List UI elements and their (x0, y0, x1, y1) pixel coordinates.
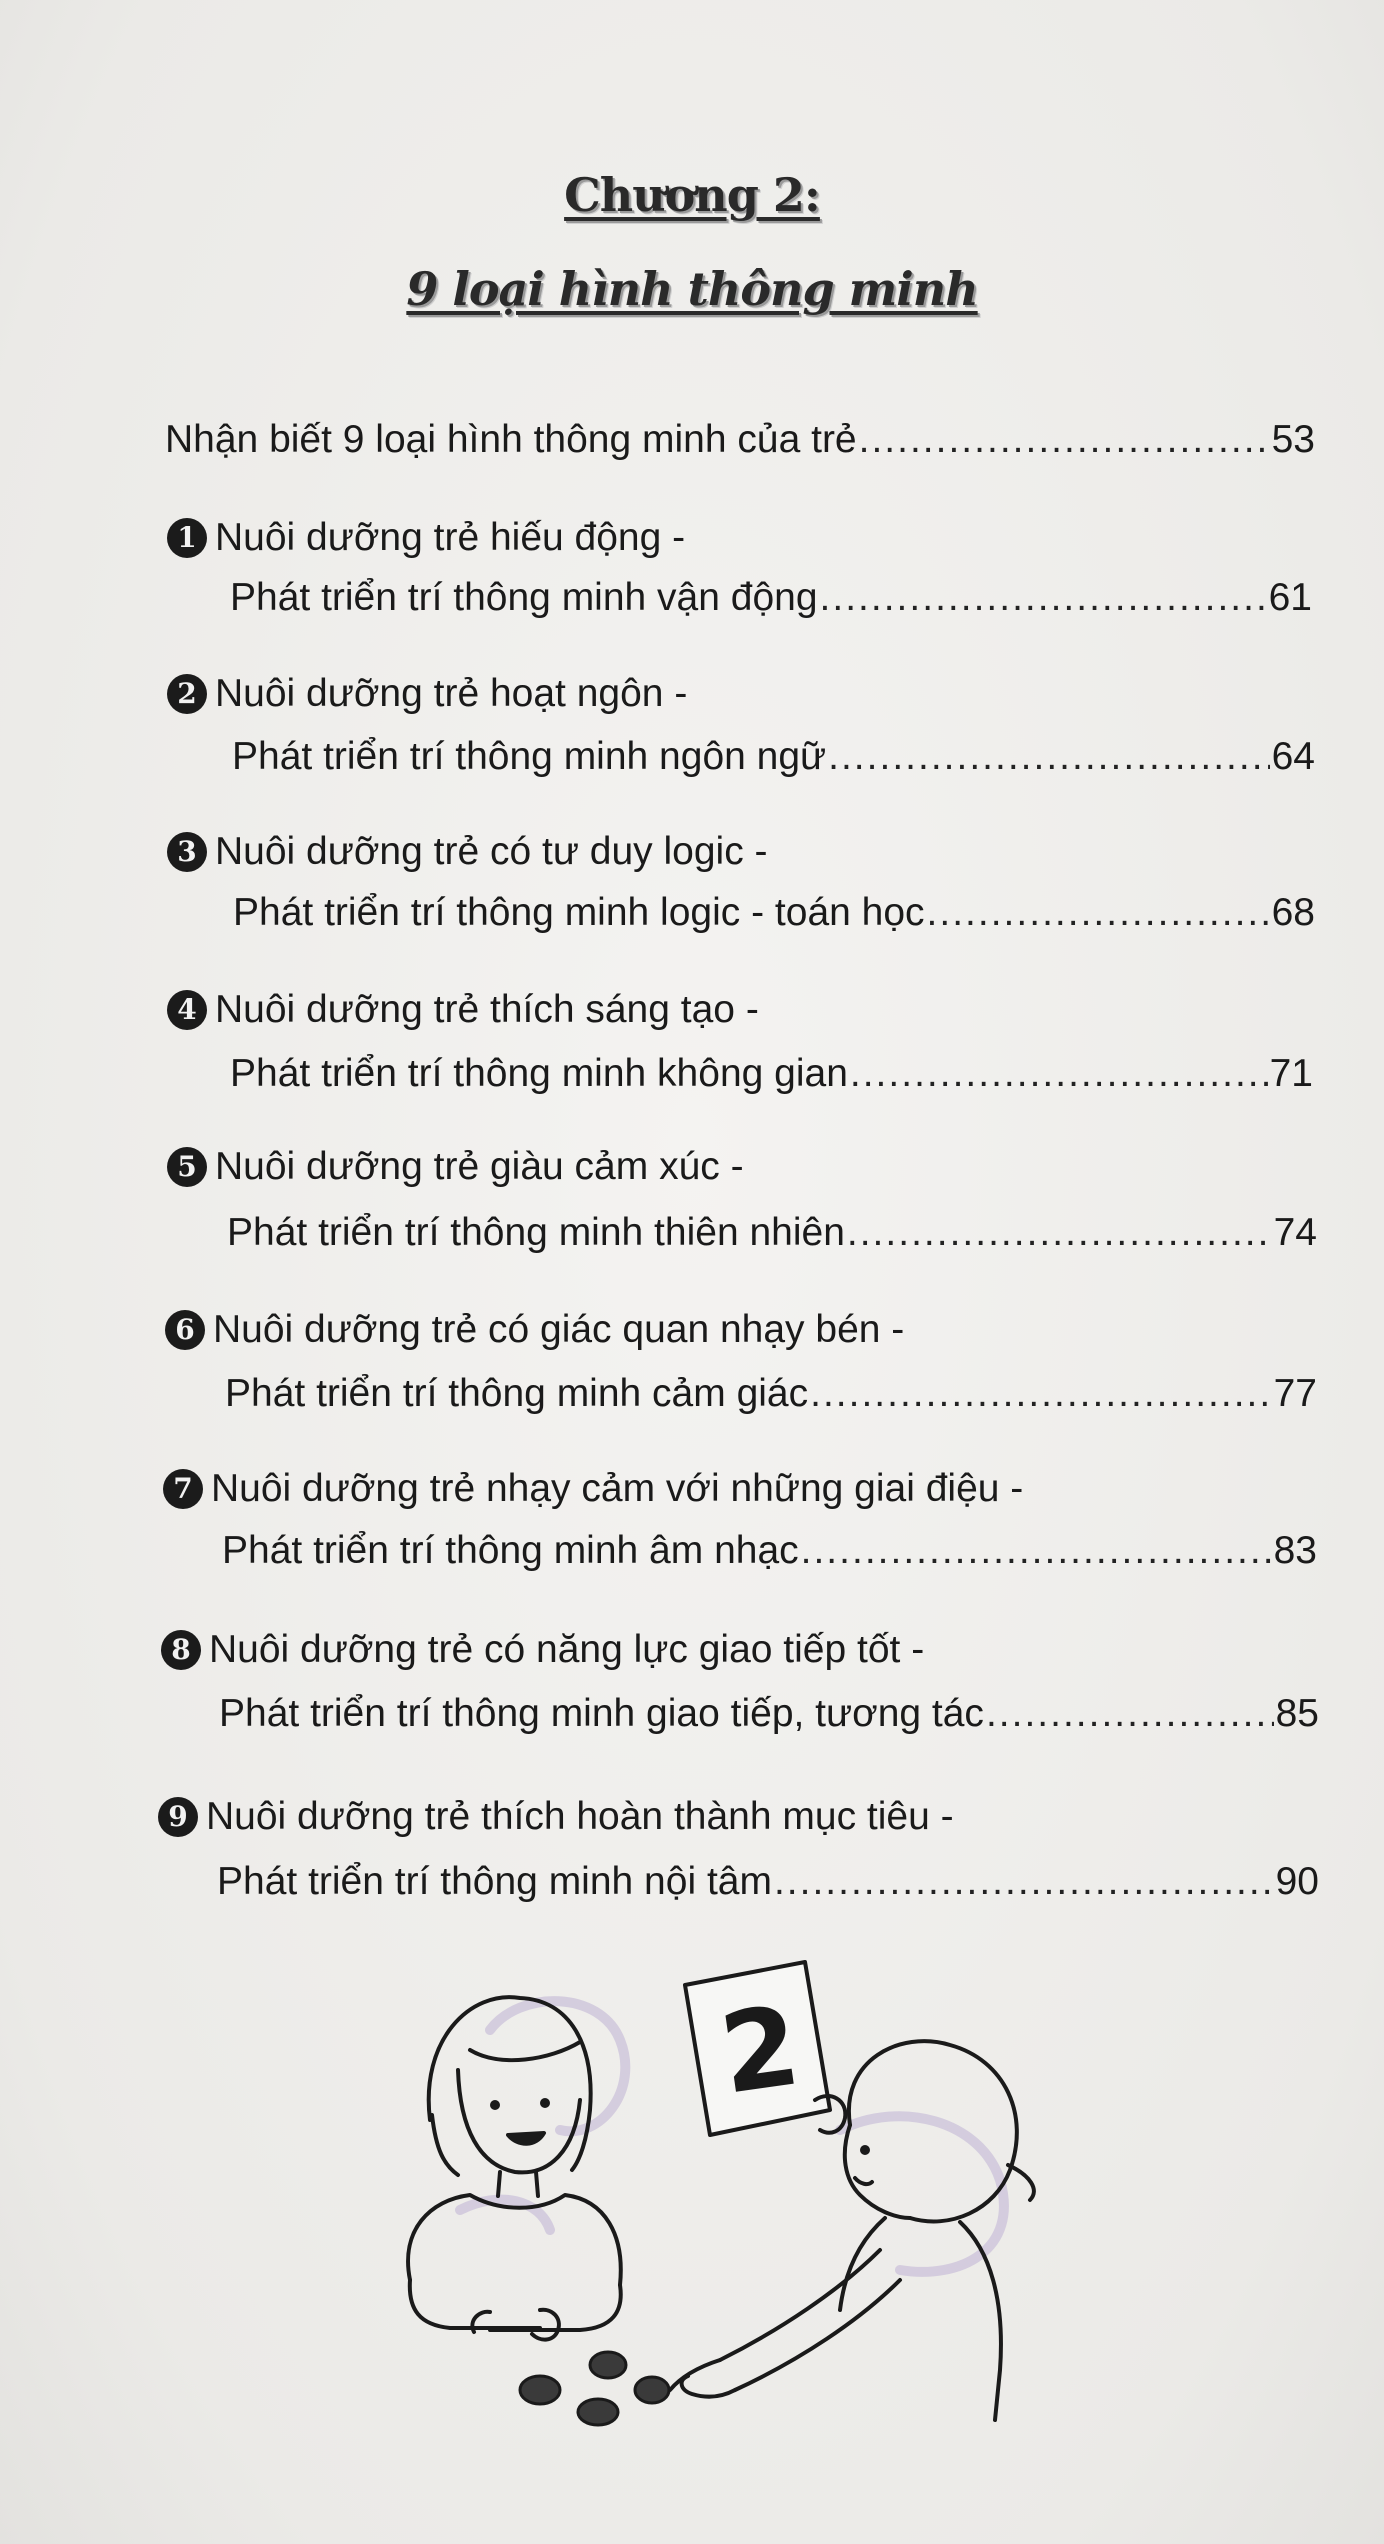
toc-intro-page: 53 (1271, 418, 1315, 461)
toc-item-page: 71 (1269, 1052, 1313, 1095)
dot-leader (820, 574, 1267, 622)
number-badge-icon: 6 (165, 1310, 205, 1350)
toc-item-8-line (219, 1690, 1319, 1738)
toc-item-subtitle: Phát triển trí thông minh vận động (230, 576, 818, 619)
toc-item-2-heading (167, 670, 687, 718)
toc-item-5-heading (167, 1143, 744, 1191)
toc-item-1-heading (167, 514, 685, 562)
illustration-woman-child-card (340, 1950, 1140, 2470)
toc-item-9-heading (158, 1793, 954, 1841)
dot-leader (810, 1370, 1271, 1418)
toc-item-title: Nuôi dưỡng trẻ thích sáng tạo - (215, 988, 759, 1031)
toc-item-title: Nuôi dưỡng trẻ thích hoàn thành mục tiêu - (206, 1795, 954, 1838)
toc-item-7-heading (163, 1465, 1023, 1513)
number-badge-icon: 7 (163, 1469, 203, 1509)
dot-leader (828, 733, 1269, 781)
dot-leader (801, 1527, 1272, 1575)
toc-item-9-line (217, 1858, 1319, 1906)
toc-item-subtitle: Phát triển trí thông minh thiên nhiên (227, 1211, 845, 1254)
dot-leader (927, 889, 1270, 937)
toc-item-7-line (222, 1527, 1317, 1575)
toc-item-5-line (227, 1209, 1317, 1257)
number-badge-icon: 2 (167, 674, 207, 714)
dot-leader (850, 1050, 1268, 1098)
dot-leader (859, 416, 1270, 464)
toc-item-page: 61 (1268, 576, 1312, 619)
number-card (685, 1962, 830, 2135)
number-badge-icon: 5 (167, 1147, 207, 1187)
toc-item-subtitle: Phát triển trí thông minh cảm giác (225, 1372, 809, 1415)
toc-item-subtitle: Phát triển trí thông minh âm nhạc (222, 1529, 799, 1572)
toc-item-4-line (230, 1050, 1313, 1098)
card-number: 2 (713, 1981, 807, 2119)
toc-item-8-heading (161, 1626, 924, 1674)
dot-leader (986, 1690, 1274, 1738)
toc-item-subtitle: Phát triển trí thông minh logic - toán học (233, 891, 925, 934)
toc-item-title: Nuôi dưỡng trẻ giàu cảm xúc - (215, 1145, 744, 1188)
number-badge-icon: 3 (167, 832, 207, 872)
toc-item-page: 77 (1273, 1372, 1317, 1415)
toc-item-page: 85 (1275, 1692, 1319, 1735)
toc-item-subtitle: Phát triển trí thông minh ngôn ngữ (232, 735, 827, 778)
toc-item-subtitle: Phát triển trí thông minh nội tâm (217, 1860, 772, 1903)
toc-item-subtitle: Phát triển trí thông minh không gian (230, 1052, 848, 1095)
woman-figure (408, 1997, 621, 2339)
toc-item-title: Nuôi dưỡng trẻ có giác quan nhạy bén - (213, 1308, 905, 1351)
stones (520, 2352, 669, 2425)
toc-item-page: 83 (1273, 1529, 1317, 1572)
chapter-label: Chương 2: (564, 168, 820, 222)
toc-item-6-line (225, 1370, 1317, 1418)
number-badge-icon: 1 (167, 518, 207, 558)
toc-item-3-heading (167, 828, 768, 876)
number-badge-icon: 4 (167, 990, 207, 1030)
number-badge-icon: 9 (158, 1797, 198, 1837)
toc-item-page: 68 (1271, 891, 1315, 934)
number-badge-icon: 8 (161, 1630, 201, 1670)
chapter-title: 9 loại hình thông minh (406, 262, 978, 316)
toc-item-page: 74 (1273, 1211, 1317, 1254)
toc-intro-line (165, 416, 1315, 464)
toc-item-title: Nuôi dưỡng trẻ nhạy cảm với những giai điệu - (211, 1467, 1024, 1510)
toc-item-page: 90 (1275, 1860, 1319, 1903)
dot-leader (847, 1209, 1272, 1257)
toc-item-6-heading (165, 1306, 904, 1354)
toc-item-1-line (230, 574, 1312, 622)
toc-item-2-line (232, 733, 1315, 781)
dot-leader (774, 1858, 1274, 1906)
toc-item-title: Nuôi dưỡng trẻ hoạt ngôn - (215, 672, 688, 715)
toc-item-subtitle: Phát triển trí thông minh giao tiếp, tương tác (219, 1692, 984, 1735)
toc-item-page: 64 (1271, 735, 1315, 778)
toc-item-4-heading (167, 986, 759, 1034)
toc-intro-title: Nhận biết 9 loại hình thông minh của trẻ (165, 418, 857, 461)
toc-item-title: Nuôi dưỡng trẻ có tư duy logic - (215, 830, 768, 873)
toc-item-title: Nuôi dưỡng trẻ có năng lực giao tiếp tốt - (209, 1628, 925, 1671)
toc-item-3-line (233, 889, 1315, 937)
toc-item-title: Nuôi dưỡng trẻ hiếu động - (215, 516, 686, 559)
